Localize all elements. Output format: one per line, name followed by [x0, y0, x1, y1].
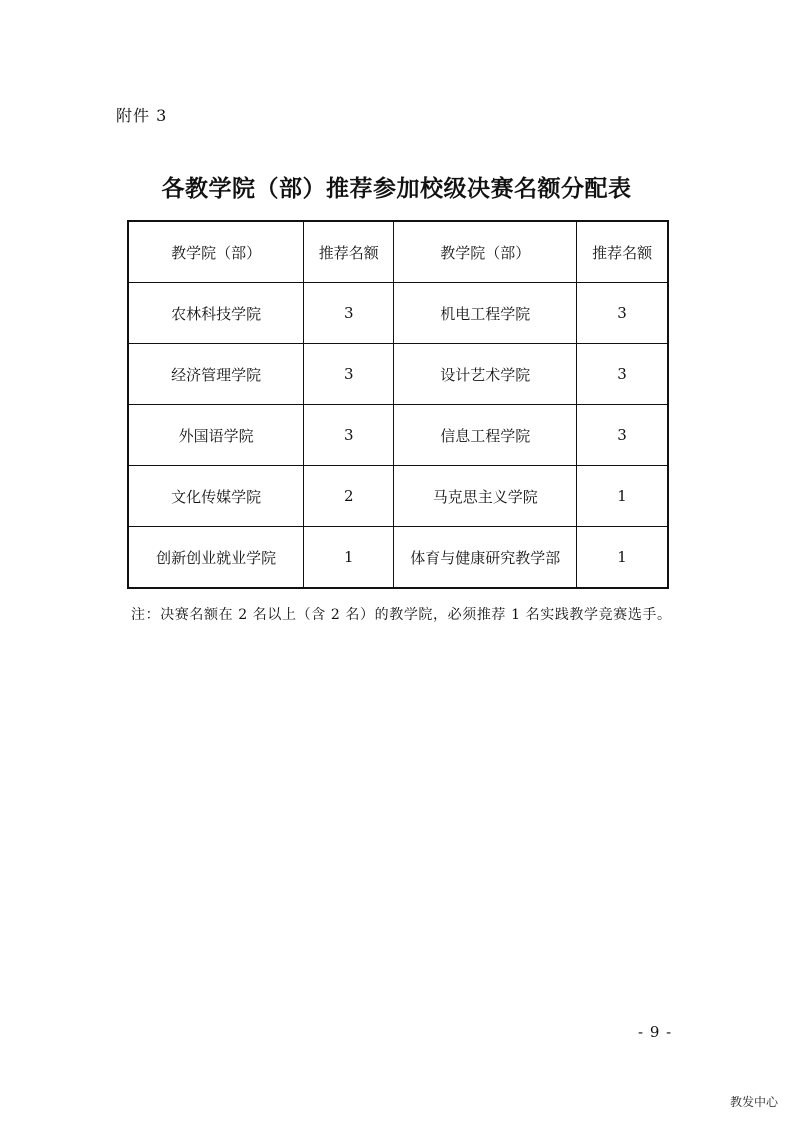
college-cell: 马克思主义学院: [394, 466, 577, 527]
quota-cell: 3: [577, 283, 668, 344]
table-header-row: [128, 221, 668, 283]
college-cell: 经济管理学院: [128, 344, 304, 405]
quota-cell: 3: [304, 405, 394, 466]
header-college-right: 教学院（部）: [394, 221, 577, 283]
header-college-left: 教学院（部）: [128, 221, 304, 283]
page-number: - 9 -: [638, 1023, 673, 1041]
header-quota-left: 推荐名额: [304, 221, 394, 283]
quota-cell: 3: [304, 344, 394, 405]
quota-table: [127, 220, 669, 589]
college-cell: 体育与健康研究教学部: [394, 527, 577, 589]
quota-cell: 1: [577, 466, 668, 527]
quota-cell: 1: [577, 527, 668, 589]
quota-cell: 3: [577, 405, 668, 466]
college-cell: 信息工程学院: [394, 405, 577, 466]
header-quota-right: 推荐名额: [577, 221, 668, 283]
college-cell: 农林科技学院: [128, 283, 304, 344]
college-cell: 创新创业就业学院: [128, 527, 304, 589]
college-cell: 机电工程学院: [394, 283, 577, 344]
page-title: 各教学院（部）推荐参加校级决赛名额分配表: [161, 175, 632, 202]
table-note: 注：决赛名额在 2 名以上（含 2 名）的教学院，必须推荐 1 名实践教学竞赛选手。: [131, 607, 672, 623]
quota-cell: 3: [304, 283, 394, 344]
footer-mark: 教发中心: [730, 1095, 779, 1109]
table-row: [128, 405, 668, 466]
college-cell: 设计艺术学院: [394, 344, 577, 405]
table-row: [128, 344, 668, 405]
table-row: [128, 466, 668, 527]
table-row: [128, 283, 668, 344]
attachment-label: 附件 3: [116, 106, 168, 125]
college-cell: 文化传媒学院: [128, 466, 304, 527]
quota-cell: 2: [304, 466, 394, 527]
table-row: [128, 527, 668, 589]
college-cell: 外国语学院: [128, 405, 304, 466]
quota-cell: 1: [304, 527, 394, 589]
quota-cell: 3: [577, 344, 668, 405]
